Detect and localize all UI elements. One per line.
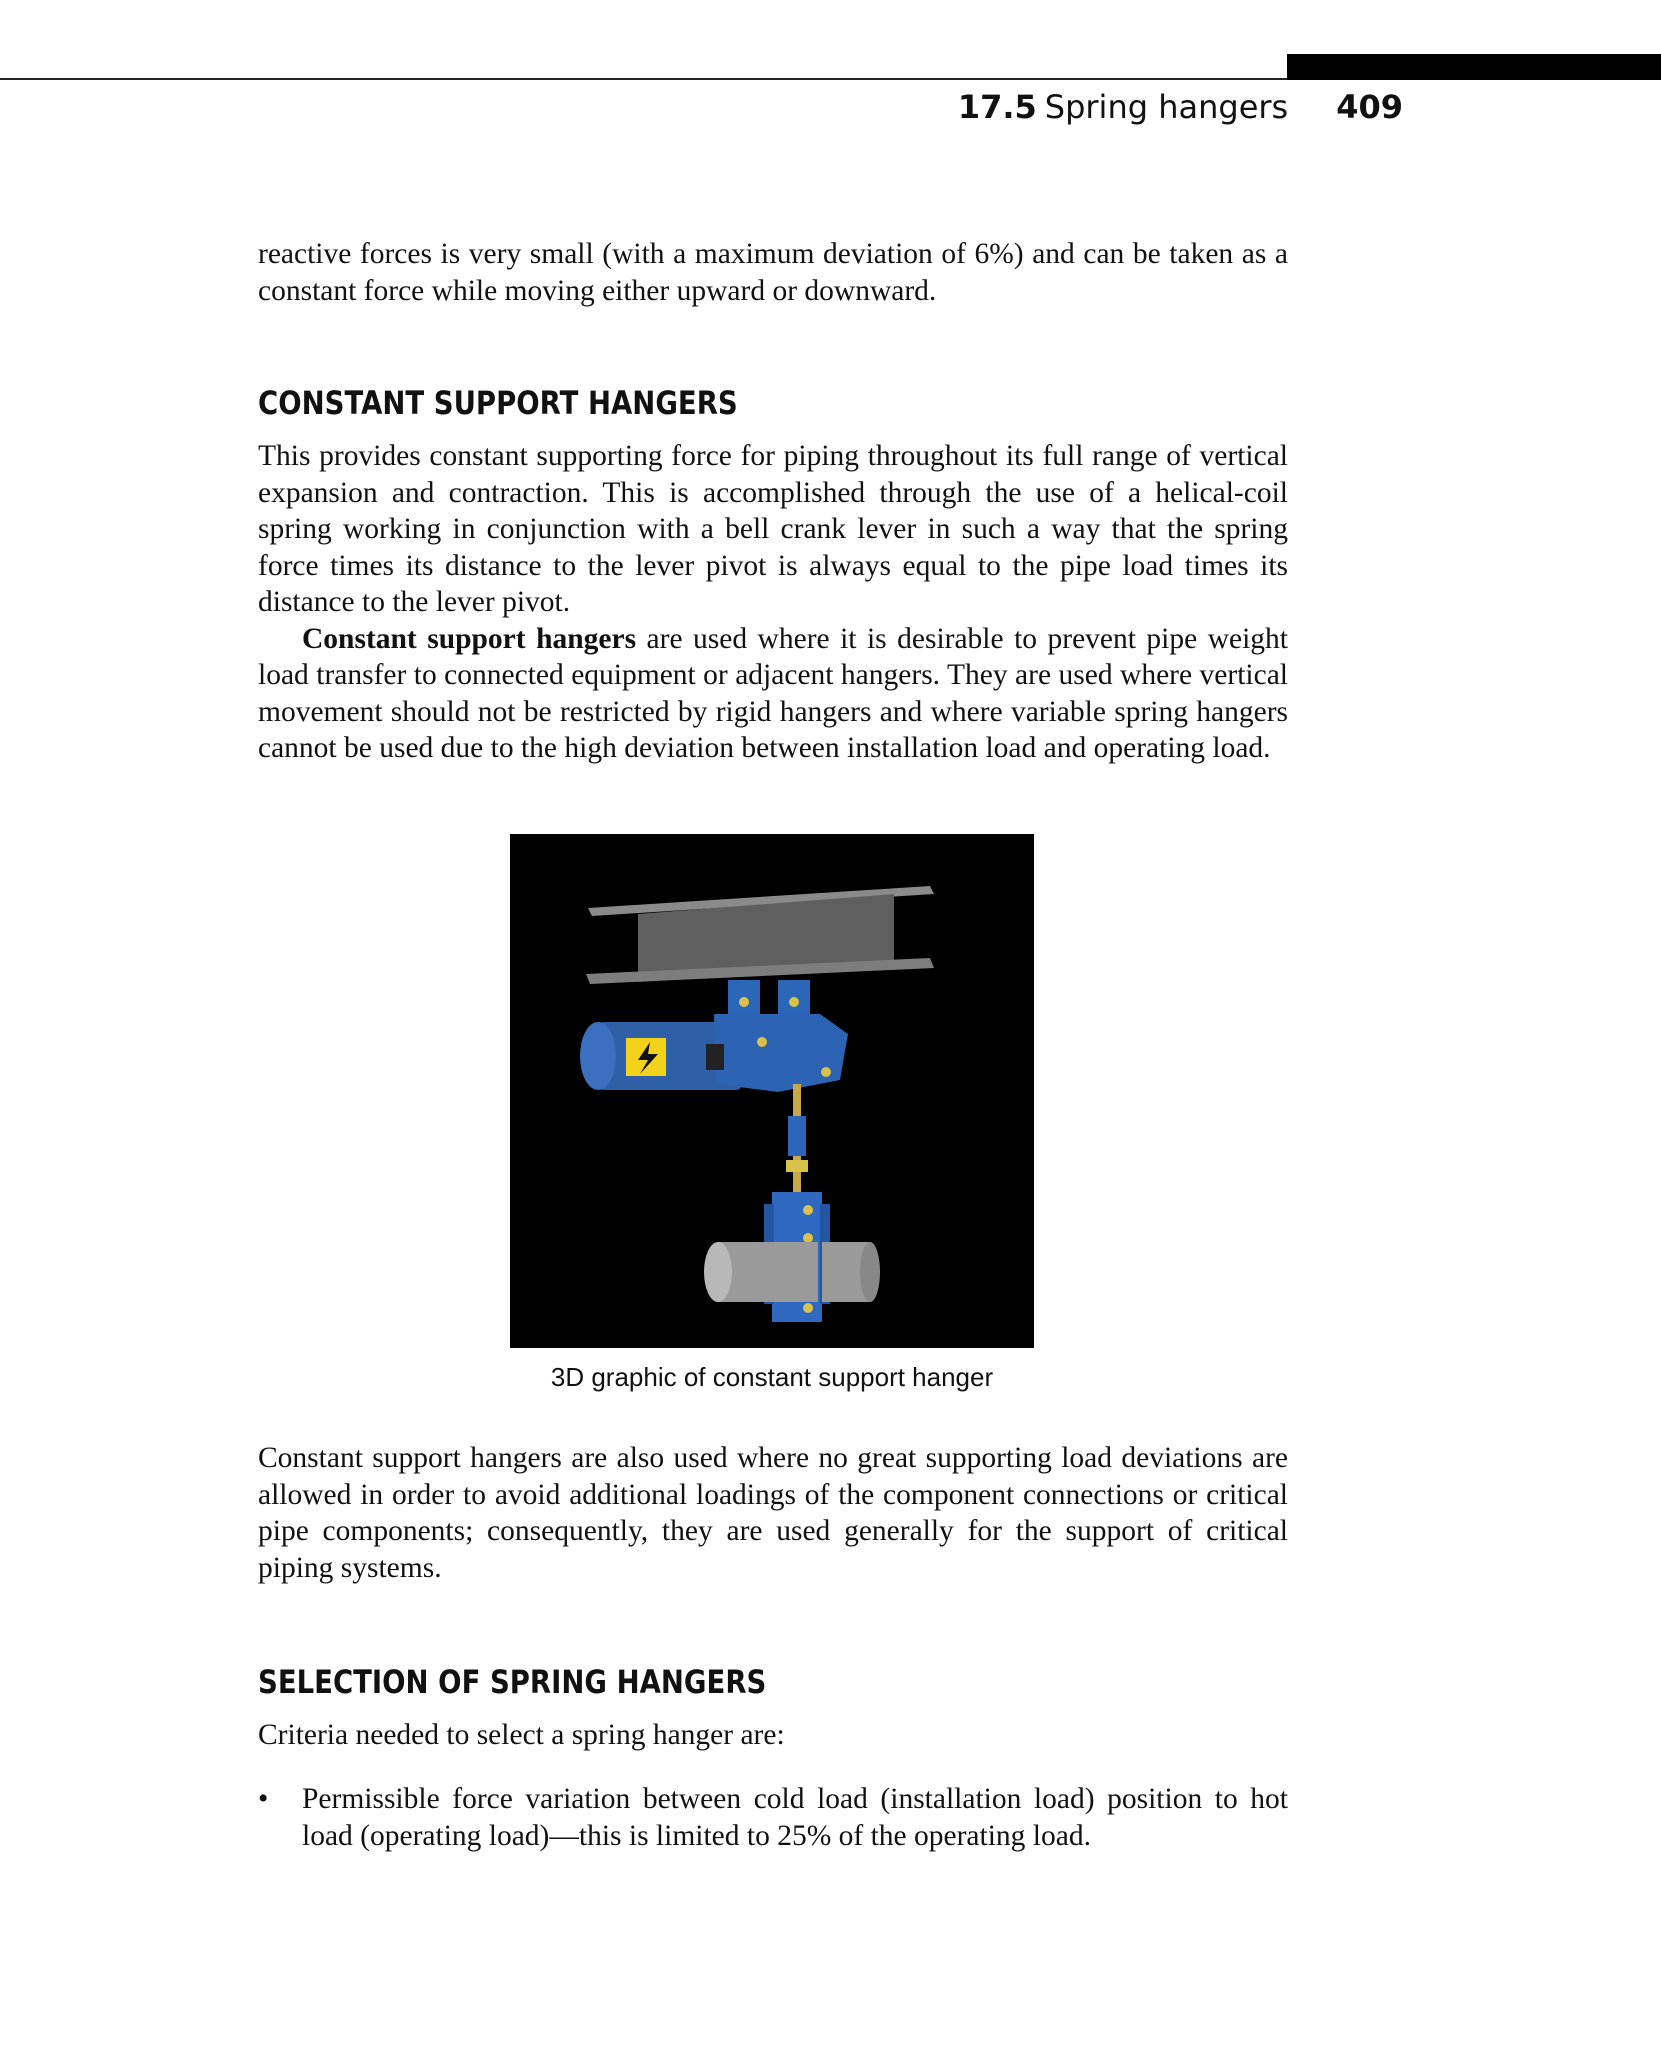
selection-intro: Criteria needed to select a spring hanger are: [258, 1719, 785, 1751]
constant-support-paragraph-1: This provides constant supporting force for piping throughout its full range of vertical expansion and contraction. This is accomplished through the use of a helical-coil spring working in conjunction with a bell crank lever in such a way that the spring force times its distance to the lever pivot is always equal to the pipe load times its distance to the lever pivot. [258, 440, 1288, 618]
intro-block [258, 236, 1288, 309]
selection-intro-block [258, 1717, 1288, 1754]
constant-support-paragraph-2 [258, 621, 1288, 767]
intro-paragraph: reactive forces is very small (with a maximum deviation of 6%) and can be taken as a constant force while moving either upward or downward. [258, 238, 1288, 307]
header-black-bar [1287, 54, 1661, 80]
turnbuckle [788, 1116, 806, 1156]
term-constant-support-hangers: Constant support hangers [302, 622, 637, 655]
section-number: 17.5 [957, 88, 1037, 126]
figure-caption: 3D graphic of constant support hanger [550, 1362, 994, 1392]
hanger-illustration [510, 834, 1034, 1348]
pipe [718, 1242, 818, 1302]
constant-support-hanger-figure [510, 834, 1034, 1348]
section-title: Spring hangers [1044, 88, 1289, 126]
after-figure-block [258, 1440, 1288, 1586]
bullet-icon: • [258, 1783, 269, 1815]
constant-support-block [258, 438, 1288, 767]
page-number: 409 [1336, 88, 1403, 126]
running-head [958, 88, 1403, 126]
list-item [258, 1781, 1288, 1854]
selection-criteria-list [258, 1781, 1288, 1854]
lever-frame [714, 1014, 848, 1092]
heading-constant-support: CONSTANT SUPPORT HANGERS [258, 384, 738, 422]
heading-selection: SELECTION OF SPRING HANGERS [258, 1663, 767, 1701]
list-item-text: Permissible force variation between cold load (installation load) position to hot load (operating load)—this is limited to 25% of the operating load. [302, 1783, 1288, 1852]
constant-support-paragraph-2-rest: are used where it is desirable to prevent pipe weight load transfer to connected equipment or adjacent hangers. They are used where vertical movement should not be restricted by rigid hangers and where variable spring hangers cannot be used due to the high deviation between installation load and operating load. [258, 622, 1288, 764]
after-figure-paragraph: Constant support hangers are also used where no great supporting load deviations are allowed in order to avoid additional loadings of the component connections or critical pipe components; consequently, they are used generally for the support of critical piping systems. [258, 1442, 1288, 1584]
